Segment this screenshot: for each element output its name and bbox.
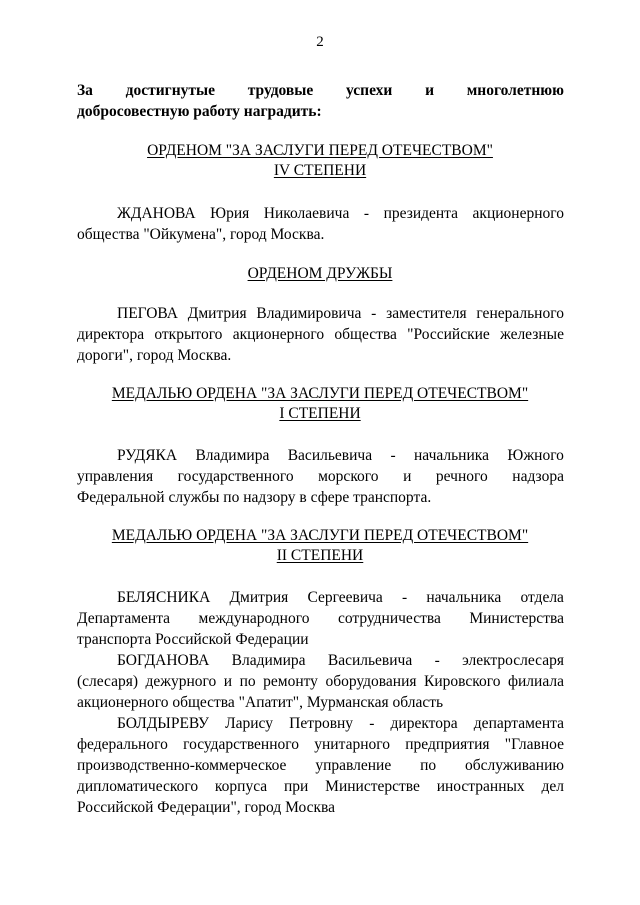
word: начальника xyxy=(426,589,502,606)
intro-word: достигнутые xyxy=(125,82,215,99)
word: корпуса xyxy=(214,778,268,795)
word: Юрия xyxy=(210,205,250,222)
entry-line: Российской Федерации", город Москва xyxy=(77,799,336,816)
word: Южного xyxy=(507,447,564,464)
word: президента xyxy=(383,205,459,222)
word: речного xyxy=(435,468,488,485)
word: Министерства xyxy=(469,610,564,627)
word: Департамента xyxy=(77,610,171,627)
word: предприятия xyxy=(405,736,490,753)
word: РУДЯКА xyxy=(117,447,178,464)
word: Кировского xyxy=(424,673,501,690)
word: электрослесаря xyxy=(462,652,564,669)
word: БОГДАНОВА xyxy=(117,652,210,669)
word: ремонту xyxy=(263,673,318,690)
word: и xyxy=(223,673,233,690)
word: Сергеевича xyxy=(307,589,383,606)
entry-line xyxy=(77,713,564,734)
award-heading-line: II СТЕПЕНИ xyxy=(276,547,364,564)
word: морского xyxy=(318,468,379,485)
word: обслуживанию xyxy=(465,757,564,774)
award-heading-line: МЕДАЛЬЮ ОРДЕНА "ЗА ЗАСЛУГИ ПЕРЕД ОТЕЧЕСТВОМ" xyxy=(111,527,529,544)
word: федерального xyxy=(77,736,168,753)
word: филиала xyxy=(507,673,564,690)
intro-word: и xyxy=(425,82,434,99)
word: - xyxy=(369,715,375,732)
entry-line xyxy=(77,671,564,692)
award-entry xyxy=(77,587,564,650)
word: при xyxy=(283,778,309,795)
entry-line xyxy=(77,608,564,629)
word: производственно-коммерческое xyxy=(77,757,287,774)
word: - xyxy=(371,305,377,322)
word: оборудования xyxy=(325,673,417,690)
award-heading-line: I СТЕПЕНИ xyxy=(279,405,361,422)
award-entry xyxy=(77,303,564,366)
word: открытого xyxy=(154,326,223,343)
entry-line xyxy=(77,587,564,608)
entry-line xyxy=(77,650,564,671)
word: Владимировича xyxy=(256,305,362,322)
award-entry xyxy=(77,713,564,818)
word: по xyxy=(420,757,437,774)
word: ЖДАНОВА xyxy=(117,205,196,222)
intro-word: За xyxy=(77,82,93,99)
word: БЕЛЯСНИКА xyxy=(117,589,211,606)
award-entry xyxy=(77,445,564,508)
word: унитарного xyxy=(314,736,390,753)
word: международного xyxy=(198,610,310,627)
word: управление xyxy=(315,757,392,774)
word: Владимира xyxy=(231,652,306,669)
entry-line xyxy=(77,203,564,224)
word: акционерного xyxy=(472,205,564,222)
word: "Российские xyxy=(407,326,490,343)
word: заместителя xyxy=(386,305,467,322)
word: дел xyxy=(541,778,564,795)
word: иностранных xyxy=(436,778,525,795)
award-heading xyxy=(0,384,640,424)
word: и xyxy=(403,468,412,485)
word: общества xyxy=(334,326,397,343)
award-heading-line: ОРДЕНОМ "ЗА ЗАСЛУГИ ПЕРЕД ОТЕЧЕСТВОМ" xyxy=(147,142,493,159)
word: директора xyxy=(77,326,145,343)
award-entry xyxy=(77,650,564,713)
award-heading xyxy=(0,526,640,566)
entry-line xyxy=(77,776,564,797)
word: управления xyxy=(77,468,154,485)
intro-line-2: добросовестную работу наградить: xyxy=(77,103,322,120)
word: государственного xyxy=(177,468,294,485)
word: - xyxy=(401,589,408,606)
word: Николаевича xyxy=(263,205,350,222)
word: - xyxy=(363,205,370,222)
intro-word: многолетнюю xyxy=(466,82,564,99)
entry-line: общества "Ойкумена", город Москва. xyxy=(77,226,325,243)
word: департамента xyxy=(473,715,564,732)
word: - xyxy=(390,447,396,464)
word: Министерстве xyxy=(325,778,420,795)
entry-line xyxy=(77,466,564,487)
word: железные xyxy=(500,326,564,343)
page-number: 2 xyxy=(316,34,324,50)
award-heading-line: ОРДЕНОМ ДРУЖБЫ xyxy=(247,265,393,282)
word: "Главное xyxy=(504,736,564,753)
intro-line-1 xyxy=(77,80,564,101)
word: отдела xyxy=(520,589,564,606)
word: Дмитрия xyxy=(229,589,289,606)
word: по xyxy=(239,673,256,690)
award-heading xyxy=(0,141,640,181)
word: акционерного xyxy=(232,326,325,343)
word: начальника xyxy=(414,447,489,464)
word: государственного xyxy=(183,736,299,753)
word: ПЕГОВА xyxy=(117,305,178,322)
word: (слесаря) xyxy=(77,673,139,690)
intro-word: трудовые xyxy=(247,82,314,99)
word: Ларису xyxy=(225,715,273,732)
word: Васильевича xyxy=(327,652,413,669)
entry-line xyxy=(77,303,564,324)
word: дипломатического xyxy=(77,778,199,795)
award-entry xyxy=(77,203,564,245)
intro-paragraph xyxy=(77,80,564,122)
word: генерального xyxy=(476,305,564,322)
entry-line xyxy=(77,734,564,755)
word: Васильевича xyxy=(287,447,373,464)
entry-line xyxy=(77,324,564,345)
award-heading-line: IV СТЕПЕНИ xyxy=(273,162,367,179)
entry-line: дороги", город Москва. xyxy=(77,347,232,364)
award-heading-line: МЕДАЛЬЮ ОРДЕНА "ЗА ЗАСЛУГИ ПЕРЕД ОТЕЧЕСТВОМ" xyxy=(111,385,529,402)
entry-line: акционерного общества "Апатит", Мурманская область xyxy=(77,694,444,711)
word: БОЛДЫРЕВУ xyxy=(117,715,209,732)
intro-word: успехи xyxy=(346,82,393,99)
word: Петровну xyxy=(289,715,354,732)
entry-line: Федеральной службы по надзору в сфере транспорта. xyxy=(77,489,432,506)
entry-line xyxy=(77,445,564,466)
word: дежурного xyxy=(145,673,217,690)
entry-line: транспорта Российской Федерации xyxy=(77,631,309,648)
word: - xyxy=(434,652,440,669)
word: Дмитрия xyxy=(187,305,247,322)
word: директора xyxy=(390,715,458,732)
award-heading xyxy=(0,264,640,284)
word: надзора xyxy=(512,468,564,485)
word: Владимира xyxy=(195,447,270,464)
word: сотрудничества xyxy=(337,610,441,627)
entry-line xyxy=(77,755,564,776)
